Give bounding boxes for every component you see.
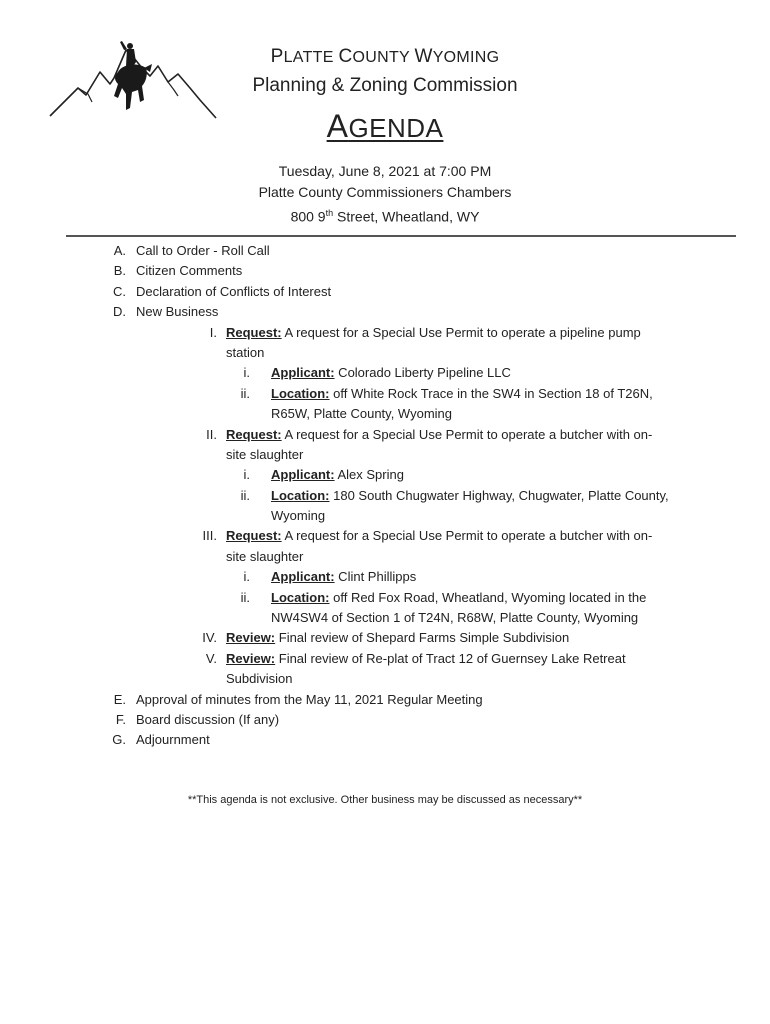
business-item: IV. Review: Final review of Shepard Farms Simple Subdivision	[202, 630, 570, 646]
sub-item: i. Applicant: Colorado Liberty Pipeline LLC	[243, 365, 511, 381]
business-item: V. Review: Final review of Re-plat of Tract 12 of Guernsey Lake Retreat	[205, 650, 626, 666]
agenda-item: C. Declaration of Conflicts of Interest	[113, 283, 332, 299]
sub-item: ii. Location: 180 South Chugwater Highway, Chugwater, Platte County,	[240, 487, 669, 503]
business-item: I. Request: A request for a Special Use Permit to operate a pipeline pump	[209, 324, 641, 340]
sub-item: i. Applicant: Alex Spring	[243, 467, 404, 483]
sub-item-cont: NW4SW4 of Section 1 of T24N, R68W, Platte County, Wyoming	[271, 610, 639, 626]
page-title: AGENDA	[326, 108, 444, 144]
divider	[66, 235, 736, 237]
business-item-cont: Subdivision	[226, 671, 293, 687]
sub-item: ii. Location: off White Rock Trace in the SW4 in Section 18 of T26N,	[240, 385, 653, 401]
business-item: II. Request: A request for a Special Use Permit to operate a butcher with on-	[206, 426, 653, 442]
agenda-list	[0, 241, 770, 751]
agenda-item: G. Adjournment	[112, 732, 210, 748]
footer-note: **This agenda is not exclusive. Other business may be discussed as necessary**	[187, 794, 583, 806]
business-item-cont: site slaughter	[226, 548, 304, 564]
business-item: III. Request: A request for a Special Use Permit to operate a butcher with on-	[202, 528, 653, 544]
business-item-cont: site slaughter	[226, 446, 304, 462]
commission-name: Planning & Zoning Commission	[252, 75, 518, 96]
business-item-cont: station	[226, 344, 265, 360]
meeting-datetime: Tuesday, June 8, 2021 at 7:00 PM	[278, 163, 492, 179]
sub-item: ii. Location: off Red Fox Road, Wheatland, Wyoming located in the	[240, 589, 647, 605]
agenda-item: A. Call to Order - Roll Call	[113, 243, 270, 258]
agenda-item: F. Board discussion (If any)	[115, 711, 280, 727]
sub-item: i. Applicant: Clint Phillipps	[243, 569, 417, 585]
sub-item-cont: R65W, Platte County, Wyoming	[271, 406, 452, 422]
meeting-address: 800 9th Street, Wheatland, WY	[290, 208, 480, 225]
agenda-item: B. Citizen Comments	[113, 263, 243, 279]
meeting-info	[220, 161, 550, 228]
platte-county-logo	[48, 38, 218, 130]
agenda-item: D. New Business	[113, 304, 219, 320]
sub-item-cont: Wyoming	[271, 508, 326, 524]
agenda-item: E. Approval of minutes from the May 11, 2021 Regular Meeting	[113, 691, 483, 707]
county-name: PLATTE COUNTY WYOMING	[270, 46, 500, 67]
meeting-place: Platte County Commissioners Chambers	[258, 184, 512, 200]
